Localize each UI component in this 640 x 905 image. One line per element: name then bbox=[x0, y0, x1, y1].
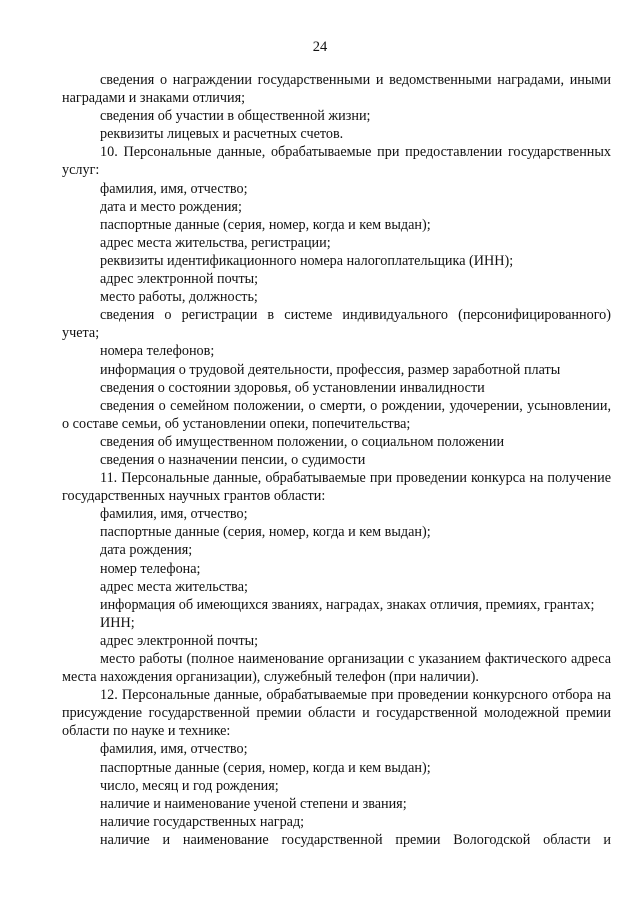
paragraph: ИНН; bbox=[100, 614, 135, 631]
paragraph: паспортные данные (серия, номер, когда и кем выдан); bbox=[100, 759, 431, 776]
paragraph: сведения о назначении пенсии, о судимости bbox=[100, 451, 366, 468]
paragraph: номера телефонов; bbox=[100, 343, 215, 360]
paragraph: дата рождения; bbox=[100, 542, 193, 559]
paragraph: адрес места жительства, регистрации; bbox=[100, 234, 331, 251]
paragraph: реквизиты лицевых и расчетных счетов. bbox=[100, 126, 344, 143]
paragraph: наличие и наименование государственной премии Вологодской области и bbox=[100, 831, 611, 848]
section-heading-12: 12. Персональные данные, обрабатываемые при проведении конкурсного отбора на присуждение государственной премии области и государственной молодежной премии области по науке и технике: bbox=[62, 687, 611, 740]
paragraph: сведения об имущественном положении, о социальном положении bbox=[100, 433, 505, 450]
paragraph: фамилия, имя, отчество; bbox=[100, 506, 248, 523]
page-number: 24 bbox=[312, 39, 328, 55]
paragraph: адрес места жительства; bbox=[100, 578, 248, 595]
paragraph: число, месяц и год рождения; bbox=[100, 777, 279, 794]
paragraph: сведения о регистрации в системе индивидуального (персонифицированного) учета; bbox=[62, 307, 611, 342]
section-heading-10: 10. Персональные данные, обрабатываемые при предоставлении государственных услуг: bbox=[62, 144, 611, 179]
paragraph: сведения об участии в общественной жизни; bbox=[100, 108, 371, 125]
paragraph: сведения о награждении государственными и ведомственными наградами, иными наградами и знаками отличия; bbox=[62, 72, 611, 107]
paragraph: наличие и наименование ученой степени и звания; bbox=[100, 795, 407, 812]
paragraph: адрес электронной почты; bbox=[100, 271, 259, 288]
paragraph: сведения о состоянии здоровья, об установлении инвалидности bbox=[100, 379, 485, 396]
paragraph: место работы (полное наименование организации с указанием фактического адреса места нахождения организации), служебный телефон (при наличии). bbox=[62, 651, 611, 686]
paragraph: реквизиты идентификационного номера налогоплательщика (ИНН); bbox=[100, 252, 514, 269]
paragraph: номер телефона; bbox=[100, 560, 201, 577]
paragraph: паспортные данные (серия, номер, когда и кем выдан); bbox=[100, 216, 431, 233]
paragraph: место работы, должность; bbox=[100, 289, 258, 306]
paragraph: паспортные данные (серия, номер, когда и кем выдан); bbox=[100, 524, 431, 541]
section-heading-11: 11. Персональные данные, обрабатываемые при проведении конкурса на получение государственных научных грантов области: bbox=[62, 470, 611, 505]
document-body bbox=[62, 71, 611, 849]
paragraph: фамилия, имя, отчество; bbox=[100, 741, 248, 758]
paragraph: информация об имеющихся званиях, наградах, знаках отличия, премиях, грантах; bbox=[100, 596, 595, 613]
paragraph: дата и место рождения; bbox=[100, 198, 242, 215]
paragraph: фамилия, имя, отчество; bbox=[100, 180, 248, 197]
paragraph: адрес электронной почты; bbox=[100, 632, 259, 649]
paragraph: сведения о семейном положении, о смерти, о рождении, удочерении, усыновлении, о составе семьи, об установлении опеки, попечительства; bbox=[62, 397, 611, 432]
paragraph: наличие государственных наград; bbox=[100, 813, 305, 830]
paragraph: информация о трудовой деятельности, профессия, размер заработной платы bbox=[100, 361, 561, 378]
